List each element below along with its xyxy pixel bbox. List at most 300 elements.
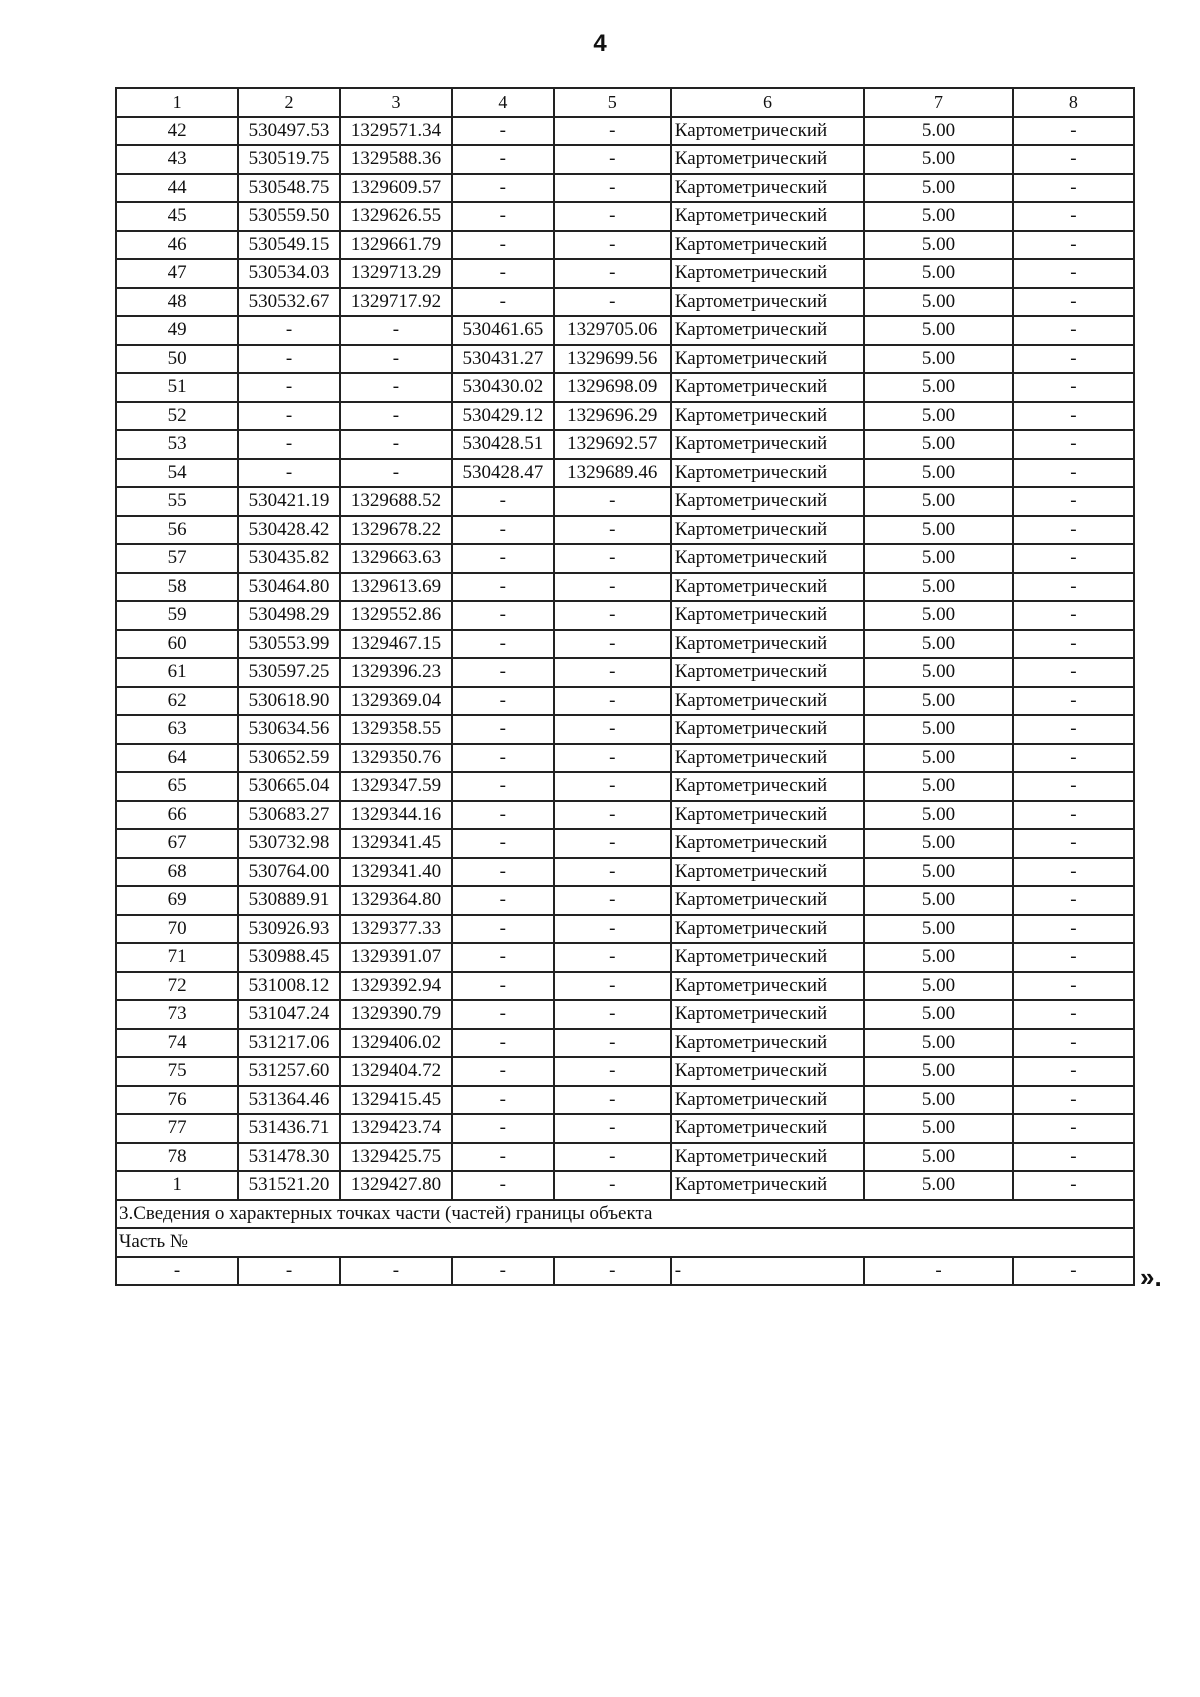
table-cell-col-1: 76 — [116, 1086, 238, 1115]
table-cell-col-7: 5.00 — [864, 1057, 1013, 1086]
table-cell-col-7: 5.00 — [864, 1114, 1013, 1143]
part-data-row — [116, 1257, 1134, 1286]
table-row — [116, 972, 1134, 1001]
table-cell-col-8: - — [1013, 316, 1134, 345]
table-cell-col-2: - — [238, 316, 340, 345]
table-cell-col-5: - — [554, 943, 671, 972]
table-cell-col-7: 5.00 — [864, 316, 1013, 345]
table-cell-col-6: Картометрический — [671, 1143, 864, 1172]
table-row — [116, 1086, 1134, 1115]
table-cell-col-2: 530764.00 — [238, 858, 340, 887]
table-cell-col-1: 61 — [116, 658, 238, 687]
table-cell-col-7: 5.00 — [864, 630, 1013, 659]
table-cell-col-8: - — [1013, 687, 1134, 716]
table-cell-col-5: - — [554, 1143, 671, 1172]
table-cell-col-6: Картометрический — [671, 117, 864, 146]
table-cell-col-2: 530732.98 — [238, 829, 340, 858]
table-cell-col-8: - — [1013, 886, 1134, 915]
table-cell-col-7: 5.00 — [864, 744, 1013, 773]
table-cell-col-7: 5.00 — [864, 858, 1013, 887]
table-cell-col-1: 77 — [116, 1114, 238, 1143]
table-cell-col-2: 530652.59 — [238, 744, 340, 773]
table-cell-col-3: - — [340, 402, 452, 431]
table-cell-col-1: 73 — [116, 1000, 238, 1029]
part-number-row — [116, 1228, 1134, 1257]
table-cell-col-4: - — [452, 145, 554, 174]
table-cell-col-1: 42 — [116, 117, 238, 146]
table-cell-col-4: - — [452, 573, 554, 602]
section-3-title-row-text: 3.Сведения о характерных точках части (частей) границы объекта — [116, 1200, 1134, 1229]
table-cell-col-6: Картометрический — [671, 259, 864, 288]
table-cell-col-7: 5.00 — [864, 373, 1013, 402]
table-cell-col-1: 60 — [116, 630, 238, 659]
table-cell-col-5: - — [554, 1257, 671, 1286]
table-cell-col-8: - — [1013, 829, 1134, 858]
table-cell-col-6: Картометрический — [671, 430, 864, 459]
table-cell-col-6: Картометрический — [671, 1114, 864, 1143]
table-row — [116, 630, 1134, 659]
table-cell-col-4: - — [452, 487, 554, 516]
table-cell-col-5: - — [554, 1171, 671, 1200]
table-cell-col-2: 531047.24 — [238, 1000, 340, 1029]
table-cell-col-6: Картометрический — [671, 373, 864, 402]
table-cell-col-2: 530549.15 — [238, 231, 340, 260]
table-cell-col-2: 530597.25 — [238, 658, 340, 687]
table-cell-col-8: - — [1013, 373, 1134, 402]
table-cell-col-7: 5.00 — [864, 174, 1013, 203]
table-cell-col-8: - — [1013, 573, 1134, 602]
table-cell-col-1: 1 — [116, 1171, 238, 1200]
table-cell-col-2: 530435.82 — [238, 544, 340, 573]
table-cell-col-6: Картометрический — [671, 1000, 864, 1029]
table-cell-col-6: Картометрический — [671, 829, 864, 858]
table-cell-col-2: 530889.91 — [238, 886, 340, 915]
table-row — [116, 117, 1134, 146]
table-cell-col-5: - — [554, 715, 671, 744]
table-cell-col-5: - — [554, 1029, 671, 1058]
table-row — [116, 259, 1134, 288]
table-cell-col-6: Картометрический — [671, 972, 864, 1001]
table-cell-col-8: - — [1013, 1086, 1134, 1115]
table-cell-col-8: - — [1013, 601, 1134, 630]
table-cell-col-8: - — [1013, 630, 1134, 659]
table-cell-col-3: 1329341.45 — [340, 829, 452, 858]
table-row — [116, 858, 1134, 887]
table-cell-col-3: 1329626.55 — [340, 202, 452, 231]
table-cell-col-2: 530548.75 — [238, 174, 340, 203]
table-cell-col-7: 5.00 — [864, 658, 1013, 687]
part-number-row-text: Часть № — [116, 1228, 1134, 1257]
table-cell-col-1: 57 — [116, 544, 238, 573]
table-cell-col-6: Картометрический — [671, 715, 864, 744]
table-cell-col-5: - — [554, 829, 671, 858]
table-row — [116, 1114, 1134, 1143]
table-cell-col-7: 5.00 — [864, 801, 1013, 830]
table-cell-col-8: - — [1013, 915, 1134, 944]
table-cell-col-4: - — [452, 744, 554, 773]
table-cell-col-3: - — [340, 316, 452, 345]
table-cell-col-7: 5.00 — [864, 231, 1013, 260]
table-cell-col-3: 1329661.79 — [340, 231, 452, 260]
table-cell-col-7: 5.00 — [864, 943, 1013, 972]
table-row — [116, 829, 1134, 858]
table-cell-col-1: 48 — [116, 288, 238, 317]
table-cell-col-3: 1329609.57 — [340, 174, 452, 203]
table-cell-col-6: Картометрический — [671, 687, 864, 716]
table-cell-col-5: 1329705.06 — [554, 316, 671, 345]
table-cell-col-5: - — [554, 259, 671, 288]
table-cell-col-6: Картометрический — [671, 601, 864, 630]
table-row — [116, 886, 1134, 915]
table-cell-col-7: 5.00 — [864, 715, 1013, 744]
table-cell-col-5: - — [554, 801, 671, 830]
table-cell-col-3: 1329717.92 — [340, 288, 452, 317]
table-cell-col-3: 1329613.69 — [340, 573, 452, 602]
table-cell-col-1: 54 — [116, 459, 238, 488]
table-cell-col-6: Картометрический — [671, 1171, 864, 1200]
table-cell-col-2: 530498.29 — [238, 601, 340, 630]
table-cell-col-8: - — [1013, 487, 1134, 516]
table-cell-col-6: Картометрический — [671, 316, 864, 345]
table-cell-col-3: 1329415.45 — [340, 1086, 452, 1115]
table-cell-col-5: 1329689.46 — [554, 459, 671, 488]
table-cell-col-4: - — [452, 1143, 554, 1172]
table-cell-col-4: - — [452, 1114, 554, 1143]
table-cell-col-5: - — [554, 886, 671, 915]
table-cell-col-1: 65 — [116, 772, 238, 801]
table-cell-col-8: - — [1013, 259, 1134, 288]
table-row — [116, 430, 1134, 459]
table-cell-col-2: 530926.93 — [238, 915, 340, 944]
table-cell-col-6: Картометрический — [671, 487, 864, 516]
table-cell-col-8: - — [1013, 231, 1134, 260]
table-cell-col-1: 70 — [116, 915, 238, 944]
table-cell-col-8: - — [1013, 288, 1134, 317]
table-cell-col-6: Картометрический — [671, 1086, 864, 1115]
table-header-row — [116, 88, 1134, 117]
table-cell-col-3: 1329713.29 — [340, 259, 452, 288]
table-cell-col-1: 62 — [116, 687, 238, 716]
table-cell-col-8: - — [1013, 1114, 1134, 1143]
table-cell-col-7: 5.00 — [864, 1000, 1013, 1029]
table-cell-col-1: 52 — [116, 402, 238, 431]
table-cell-col-6: Картометрический — [671, 544, 864, 573]
table-cell-col-1: 67 — [116, 829, 238, 858]
table-cell-col-2: - — [238, 345, 340, 374]
table-cell-col-2: 531521.20 — [238, 1171, 340, 1200]
table-cell-col-7: 5.00 — [864, 573, 1013, 602]
table-cell-col-5: - — [554, 573, 671, 602]
table-cell-col-8: - — [1013, 715, 1134, 744]
table-cell-col-1: 47 — [116, 259, 238, 288]
table-cell-col-6: Картометрический — [671, 801, 864, 830]
table-cell-col-8: - — [1013, 858, 1134, 887]
table-cell-col-7: 5.00 — [864, 829, 1013, 858]
table-cell-col-7: 5.00 — [864, 288, 1013, 317]
table-cell-col-3: 1329358.55 — [340, 715, 452, 744]
table-cell-col-8: - — [1013, 402, 1134, 431]
table-cell-col-6: Картометрический — [671, 145, 864, 174]
table-cell-col-5: - — [554, 1000, 671, 1029]
table-cell-col-5: - — [554, 772, 671, 801]
table-cell-col-7: 5.00 — [864, 117, 1013, 146]
table-cell-col-8: - — [1013, 345, 1134, 374]
table-cell-col-8: - — [1013, 117, 1134, 146]
coordinates-table — [115, 87, 1135, 1286]
table-cell-col-5: 1329692.57 — [554, 430, 671, 459]
table-cell-col-6: Картометрический — [671, 231, 864, 260]
table-cell-col-7: 5.00 — [864, 1171, 1013, 1200]
table-cell-col-3: - — [340, 1257, 452, 1286]
table-cell-col-1: 46 — [116, 231, 238, 260]
table-cell-col-3: - — [340, 430, 452, 459]
table-cell-col-2: - — [238, 402, 340, 431]
table-cell-col-6: Картометрический — [671, 744, 864, 773]
table-cell-col-2: 530421.19 — [238, 487, 340, 516]
table-cell-col-1: 1 — [116, 88, 238, 117]
table-cell-col-7: 5.00 — [864, 345, 1013, 374]
table-row — [116, 373, 1134, 402]
table-cell-col-8: - — [1013, 1257, 1134, 1286]
table-cell-col-8: - — [1013, 1000, 1134, 1029]
table-cell-col-7: 5.00 — [864, 459, 1013, 488]
table-cell-col-6: Картометрический — [671, 402, 864, 431]
closing-quote-mark: ». — [1140, 1262, 1162, 1292]
table-cell-col-6: Картометрический — [671, 1057, 864, 1086]
table-cell-col-5: - — [554, 1057, 671, 1086]
table-row — [116, 658, 1134, 687]
table-cell-col-3: 1329571.34 — [340, 117, 452, 146]
table-cell-col-2: 531008.12 — [238, 972, 340, 1001]
table-cell-col-4: - — [452, 1171, 554, 1200]
table-cell-col-1: 78 — [116, 1143, 238, 1172]
table-cell-col-3: 1329364.80 — [340, 886, 452, 915]
table-cell-col-7: 5.00 — [864, 487, 1013, 516]
table-row — [116, 915, 1134, 944]
table-cell-col-8: - — [1013, 943, 1134, 972]
table-cell-col-2: 530428.42 — [238, 516, 340, 545]
table-cell-col-4: - — [452, 972, 554, 1001]
table-cell-col-3: - — [340, 373, 452, 402]
table-cell-col-7: 5.00 — [864, 402, 1013, 431]
table-cell-col-6: Картометрический — [671, 202, 864, 231]
table-cell-col-5: - — [554, 1086, 671, 1115]
table-cell-col-4: 530428.47 — [452, 459, 554, 488]
table-row — [116, 573, 1134, 602]
table-cell-col-3: 1329341.40 — [340, 858, 452, 887]
table-row — [116, 1057, 1134, 1086]
table-cell-col-3: 1329350.76 — [340, 744, 452, 773]
table-row — [116, 202, 1134, 231]
table-row — [116, 1000, 1134, 1029]
table-cell-col-4: - — [452, 288, 554, 317]
table-cell-col-6: - — [671, 1257, 864, 1286]
table-row — [116, 487, 1134, 516]
table-row — [116, 601, 1134, 630]
table-cell-col-4: - — [452, 516, 554, 545]
table-cell-col-6: Картометрический — [671, 658, 864, 687]
table-cell-col-4: - — [452, 1086, 554, 1115]
table-cell-col-1: 64 — [116, 744, 238, 773]
table-cell-col-6: Картометрический — [671, 1029, 864, 1058]
table-cell-col-4: - — [452, 858, 554, 887]
table-cell-col-7: 5.00 — [864, 972, 1013, 1001]
table-cell-col-8: - — [1013, 1057, 1134, 1086]
table-cell-col-5: 5 — [554, 88, 671, 117]
table-cell-col-8: - — [1013, 772, 1134, 801]
table-cell-col-8: - — [1013, 459, 1134, 488]
table-cell-col-2: 530519.75 — [238, 145, 340, 174]
table-cell-col-1: 59 — [116, 601, 238, 630]
table-cell-col-4: - — [452, 772, 554, 801]
table-cell-col-1: 55 — [116, 487, 238, 516]
table-cell-col-7: 5.00 — [864, 1143, 1013, 1172]
table-cell-col-5: - — [554, 915, 671, 944]
table-cell-col-1: 74 — [116, 1029, 238, 1058]
table-cell-col-2: - — [238, 459, 340, 488]
table-cell-col-2: - — [238, 1257, 340, 1286]
table-cell-col-4: - — [452, 801, 554, 830]
table-cell-col-3: 1329391.07 — [340, 943, 452, 972]
table-cell-col-8: 8 — [1013, 88, 1134, 117]
table-cell-col-8: - — [1013, 1143, 1134, 1172]
table-cell-col-6: Картометрический — [671, 459, 864, 488]
table-cell-col-1: 53 — [116, 430, 238, 459]
table-row — [116, 516, 1134, 545]
table-cell-col-8: - — [1013, 1029, 1134, 1058]
table-cell-col-8: - — [1013, 516, 1134, 545]
table-cell-col-5: - — [554, 744, 671, 773]
table-cell-col-2: 530683.27 — [238, 801, 340, 830]
table-cell-col-4: - — [452, 601, 554, 630]
table-cell-col-5: - — [554, 117, 671, 146]
table-cell-col-3: 1329425.75 — [340, 1143, 452, 1172]
table-cell-col-1: 44 — [116, 174, 238, 203]
table-cell-col-5: - — [554, 487, 671, 516]
table-cell-col-8: - — [1013, 658, 1134, 687]
table-cell-col-8: - — [1013, 430, 1134, 459]
table-cell-col-4: - — [452, 687, 554, 716]
table-cell-col-6: Картометрический — [671, 772, 864, 801]
table-cell-col-3: 1329404.72 — [340, 1057, 452, 1086]
table-cell-col-1: 72 — [116, 972, 238, 1001]
page-number: 4 — [593, 30, 607, 57]
table-cell-col-5: - — [554, 1114, 671, 1143]
table-cell-col-5: 1329696.29 — [554, 402, 671, 431]
table-cell-col-4: - — [452, 943, 554, 972]
table-cell-col-7: 5.00 — [864, 544, 1013, 573]
table-cell-col-8: - — [1013, 1171, 1134, 1200]
table-cell-col-5: - — [554, 601, 671, 630]
table-cell-col-6: Картометрический — [671, 858, 864, 887]
table-cell-col-4: 530430.02 — [452, 373, 554, 402]
table-cell-col-7: 5.00 — [864, 1086, 1013, 1115]
table-row — [116, 402, 1134, 431]
table-row — [116, 1029, 1134, 1058]
table-cell-col-5: - — [554, 174, 671, 203]
table-cell-col-2: 530464.80 — [238, 573, 340, 602]
table-cell-col-3: 3 — [340, 88, 452, 117]
table-cell-col-1: 75 — [116, 1057, 238, 1086]
table-cell-col-2: 530634.56 — [238, 715, 340, 744]
table-cell-col-8: - — [1013, 972, 1134, 1001]
table-row — [116, 544, 1134, 573]
table-cell-col-3: 1329423.74 — [340, 1114, 452, 1143]
table-cell-col-2: - — [238, 430, 340, 459]
table-cell-col-4: - — [452, 544, 554, 573]
table-cell-col-2: 530553.99 — [238, 630, 340, 659]
table-cell-col-4: - — [452, 1000, 554, 1029]
table-cell-col-7: - — [864, 1257, 1013, 1286]
table-row — [116, 316, 1134, 345]
table-cell-col-2: 530988.45 — [238, 943, 340, 972]
table-cell-col-4: - — [452, 1029, 554, 1058]
table-cell-col-3: 1329390.79 — [340, 1000, 452, 1029]
table-cell-col-5: - — [554, 858, 671, 887]
section-3-title-row — [116, 1200, 1134, 1229]
table-cell-col-6: Картометрический — [671, 915, 864, 944]
table-cell-col-6: Картометрический — [671, 345, 864, 374]
table-cell-col-1: 69 — [116, 886, 238, 915]
table-cell-col-3: 1329588.36 — [340, 145, 452, 174]
table-cell-col-2: 530532.67 — [238, 288, 340, 317]
table-cell-col-2: 531364.46 — [238, 1086, 340, 1115]
table-cell-col-2: 2 — [238, 88, 340, 117]
table-row — [116, 459, 1134, 488]
table-cell-col-1: 58 — [116, 573, 238, 602]
table-cell-col-4: - — [452, 231, 554, 260]
table-cell-col-2: 530618.90 — [238, 687, 340, 716]
table-cell-col-3: 1329663.63 — [340, 544, 452, 573]
table-cell-col-2: 530534.03 — [238, 259, 340, 288]
table-cell-col-1: 63 — [116, 715, 238, 744]
table-cell-col-6: Картометрический — [671, 630, 864, 659]
table-row — [116, 715, 1134, 744]
table-cell-col-4: - — [452, 715, 554, 744]
table-cell-col-7: 5.00 — [864, 145, 1013, 174]
table-row — [116, 687, 1134, 716]
table-cell-col-1: 50 — [116, 345, 238, 374]
table-cell-col-3: 1329467.15 — [340, 630, 452, 659]
table-cell-col-2: - — [238, 373, 340, 402]
table-cell-col-1: 49 — [116, 316, 238, 345]
table-cell-col-1: - — [116, 1257, 238, 1286]
table-cell-col-1: 43 — [116, 145, 238, 174]
table-cell-col-6: Картометрический — [671, 288, 864, 317]
table-cell-col-7: 5.00 — [864, 915, 1013, 944]
table-cell-col-5: - — [554, 202, 671, 231]
table-cell-col-3: 1329427.80 — [340, 1171, 452, 1200]
table-cell-col-4: 530431.27 — [452, 345, 554, 374]
table-cell-col-8: - — [1013, 145, 1134, 174]
table-cell-col-8: - — [1013, 801, 1134, 830]
table-cell-col-3: 1329406.02 — [340, 1029, 452, 1058]
table-cell-col-5: - — [554, 544, 671, 573]
table-cell-col-3: 1329688.52 — [340, 487, 452, 516]
table-cell-col-3: 1329678.22 — [340, 516, 452, 545]
table-cell-col-4: - — [452, 829, 554, 858]
table-cell-col-8: - — [1013, 544, 1134, 573]
table-row — [116, 174, 1134, 203]
table-cell-col-2: 531478.30 — [238, 1143, 340, 1172]
table-cell-col-4: - — [452, 174, 554, 203]
table-cell-col-8: - — [1013, 174, 1134, 203]
table-cell-col-4: 530461.65 — [452, 316, 554, 345]
table-cell-col-2: 530559.50 — [238, 202, 340, 231]
table-cell-col-5: 1329699.56 — [554, 345, 671, 374]
table-cell-col-5: - — [554, 231, 671, 260]
table-cell-col-5: - — [554, 516, 671, 545]
